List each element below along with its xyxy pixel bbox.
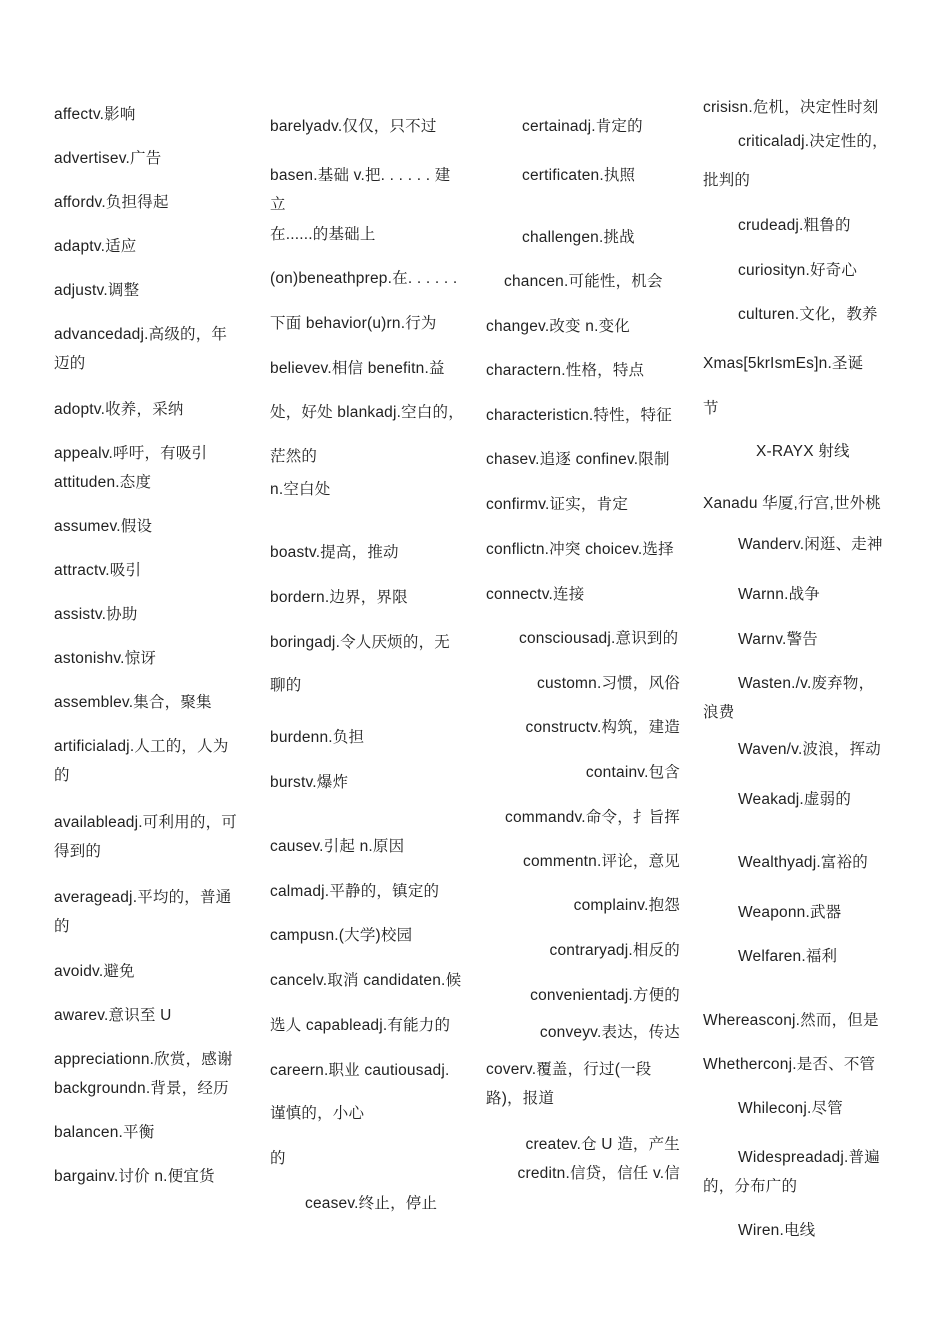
vocab-entry [54,320,246,378]
vocab-entry [486,161,680,190]
vocab-entry-line: 的 [54,767,70,784]
vocab-entry-line: awarev.意识至 U [54,1007,172,1024]
vocab-entry-line: cancelv.取消 candidaten.候 [270,972,462,989]
vocab-entry [270,723,464,752]
vocab-entry-line: customn.习惯，风俗 [537,675,680,692]
vocab-entry-line: 选人 capableadj.有能力的 [270,1017,451,1034]
vocab-entry [270,161,464,219]
vocab-entry [270,264,464,293]
vocab-entry [486,713,680,742]
vocab-entry-line: createv.仓 U 造，产生 [525,1136,680,1153]
vocab-entry [486,112,680,141]
vocab-entry [54,512,246,541]
vocab-entry [270,583,464,612]
vocab-entry [703,394,893,423]
vocab-entry [486,936,680,965]
vocab-entry [703,93,893,122]
vocab-entry [703,625,893,654]
vocab-entry-line: backgroundn.背景，经历 [54,1080,229,1097]
vocab-entry [270,921,464,950]
vocab-entry-line: 处，好处 blankadj.空白的， [270,404,464,421]
vocab-entry-line: n.空白处 [270,481,331,498]
vocab-entry-line: curiosityn.好奇心 [738,262,858,279]
vocab-entry [703,1216,893,1245]
vocab-entry [270,1011,464,1040]
vocab-entry-line: commentn.评论，意见 [523,853,680,870]
vocab-entry-line: constructv.构筑，建造 [525,719,680,736]
vocab-entry [54,1045,246,1103]
vocab-entry-line: convenientadj.方便的 [530,987,680,1004]
vocab-entry-line: (on)beneathprep.在. . . . . . [270,270,458,287]
vocab-entry [486,669,680,698]
vocab-entry [703,580,893,609]
vocab-entry [703,211,893,240]
vocab-entry-line: careern.职业 cautiousadj. [270,1062,450,1079]
vocab-entry [54,556,246,585]
vocab-entry-line: 立 [270,196,286,213]
vocab-entry-line: Welfaren.福利 [738,948,838,965]
vocab-entry-line: Weaponn.武器 [738,904,842,921]
vocab-entry-line: conflictn.冲突 choicev.选择 [486,541,674,558]
vocab-entry-line: Whileconj.尽管 [738,1100,843,1117]
vocab-entry [486,580,680,609]
vocab-entry [270,671,464,700]
vocab-entry [486,847,680,876]
vocab-entry-line: affordv.负担得起 [54,194,169,211]
vocab-entry-line: 在......的基础上 [270,226,376,243]
vocab-entry [486,758,680,787]
vocab-entry [486,445,680,474]
vocab-entry-line: bordern.边界，界限 [270,589,408,606]
vocab-entry-line: 的，分布广的 [703,1178,798,1195]
vocab-entry [54,1162,246,1191]
vocab-entry [703,1143,893,1201]
vocab-entry-line: Xanadu 华厦,行宫,世外桃 [703,495,882,512]
vocab-entry [703,1094,893,1123]
vocab-entry-line: averageadj.平均的，普通 [54,889,232,906]
vocab-entry [270,966,464,995]
vocab-entry-line: assumev.假设 [54,518,153,535]
vocab-entry [486,624,680,653]
vocab-entry-line: basen.基础 v.把. . . . . . 建 [270,167,451,184]
vocab-entry-line: consciousadj.意识到的 [519,630,679,647]
vocab-entry-line: conveyv.表达，传达 [539,1024,680,1041]
vocab-entry [270,1056,464,1085]
vocab-entry-line: 得到的 [54,843,102,860]
vocab-entry-line: challengen.挑战 [522,229,635,246]
vocab-entry [270,832,464,861]
vocab-entry-line: Warnv.警告 [738,631,818,648]
vocab-entry [703,166,893,195]
vocab-entry-line: affectv.影响 [54,106,136,123]
vocab-entry-line: appreciationn.欣赏，感谢 [54,1051,233,1068]
vocab-entry [703,300,893,329]
vocab-entry [54,1001,246,1030]
vocab-entry-line: Waven/v.波浪，挥动 [738,741,881,758]
vocab-entry [270,309,464,338]
vocab-entry-line: crisisn.危机，决定性时刻 [703,99,879,116]
vocab-entry [270,1189,464,1218]
vocab-entry-line: burstv.爆炸 [270,774,349,791]
vocab-entry-line: connectv.连接 [486,586,585,603]
vocab-entry [270,768,464,797]
vocab-entry-line: attractv.吸引 [54,562,142,579]
vocab-entry-line: adaptv.适应 [54,238,137,255]
vocab-entry-line: contraryadj.相反的 [549,942,680,959]
vocab-entry-line: 谨慎的，小心 [270,1105,365,1122]
vocab-entry [486,490,680,519]
vocab-entry [54,688,246,717]
vocab-entry [270,220,464,249]
vocab-entry-line: attituden.态度 [54,474,152,491]
vocab-entry [486,401,680,430]
vocab-entry [486,223,680,252]
vocab-entry [703,848,893,877]
vocab-entry [270,112,464,141]
vocab-entry-line: campusn.(大学)校园 [270,927,413,944]
vocab-entry [270,475,464,504]
vocab-entry-line: barelyadv.仅仅，只不过 [270,118,437,135]
vocab-entry-line: artificialadj.人工的，人为 [54,738,229,755]
vocab-entry-line: causev.引起 n.原因 [270,838,405,855]
vocab-entry-line: bargainv.讨价 n.便宜货 [54,1168,215,1185]
vocab-entry-line: commandv.命令，扌旨挥 [505,809,680,826]
vocab-entry [703,1006,893,1035]
vocab-entry [703,437,893,466]
vocab-entry-line: advancedadj.高级的，年 [54,326,228,343]
vocab-entry-line: confirmv.证实，肯定 [486,496,629,513]
vocab-entry [703,530,893,559]
vocab-entry-line: 茫然的 [270,448,318,465]
vocab-entry [703,1050,893,1079]
vocab-entry-line: Whetherconj.是否、不管 [703,1056,876,1073]
vocab-entry [54,883,246,941]
vocab-entry-line: 浪费 [703,704,735,721]
vocab-entry-line: certainadj.肯定的 [522,118,643,135]
vocab-entry [703,489,893,518]
vocab-entry-line: availableadj.可利用的，可 [54,814,237,831]
vocab-entry-line: ceasev.终止，停止 [305,1195,438,1212]
vocab-entry [270,877,464,906]
vocab-entry-line: Wanderv.闲逛、走神 [738,536,883,553]
vocab-entry-line: criticaladj.决定性的， [738,133,888,150]
vocab-entry-line: avoidv.避免 [54,963,135,980]
vocab-entry-line: Wasten./v.废弃物， [738,675,875,692]
vocab-entry-line: Weakadj.虚弱的 [738,791,852,808]
vocab-entry-line: Widespreadadj.普遍 [738,1149,880,1166]
vocab-entry [486,803,680,832]
vocab-entry-line: certificaten.执照 [522,167,636,184]
vocab-entry-line: Wiren.电线 [738,1222,816,1239]
vocab-entry [54,188,246,217]
vocab-entry-line: X-RAYX 射线 [756,443,850,460]
vocab-entry-line: boringadj.令人厌烦的，无 [270,634,450,651]
vocab-entry [703,669,893,727]
vocab-entry [270,442,464,471]
vocab-entry-line: creditn.信贷，信任 v.信 [517,1165,680,1182]
vocab-entry-line: coverv.覆盖，行过(一段 [486,1061,652,1078]
vocab-entry-line: Whereasconj.然而，但是 [703,1012,879,1029]
vocab-entry [703,256,893,285]
vocab-entry [486,1018,680,1047]
vocab-entry-line: complainv.抱怨 [573,897,680,914]
vocab-entry-line: 迈的 [54,355,86,372]
vocab-entry [270,354,464,383]
vocab-entry [54,808,246,866]
vocab-entry [54,732,246,790]
vocab-entry [54,439,246,497]
vocab-entry-line: 节 [703,400,719,417]
vocab-entry-line: crudeadj.粗鲁的 [738,217,851,234]
vocab-entry-line: containv.包含 [585,764,680,781]
vocab-entry [54,1118,246,1147]
vocab-entry-line: Xmas[5krIsmEs]n.圣诞 [703,355,864,372]
vocab-entry [270,398,464,427]
vocab-entry-line: chancen.可能性，机会 [504,273,663,290]
vocab-entry-line: balancen.平衡 [54,1124,155,1141]
vocab-entry-line: adoptv.收养，采纳 [54,401,184,418]
vocab-entry-line: astonishv.惊讶 [54,650,157,667]
vocab-entry-line: 的 [54,918,70,935]
vocab-entry-line: advertisev.广告 [54,150,162,167]
vocab-entry [270,1099,464,1128]
vocab-entry [486,981,680,1010]
vocab-entry [703,735,893,764]
vocab-entry [486,312,680,341]
vocab-entry [703,349,893,378]
vocab-entry [486,535,680,564]
vocab-entry-line: chasev.追逐 confinev.限制 [486,451,670,468]
vocab-entry-line: boastv.提高，推动 [270,544,399,561]
vocab-entry-line: 下面 behavior(u)rn.行为 [270,315,437,332]
vocab-entry-line: calmadj.平静的，镇定的 [270,883,440,900]
vocab-entry [54,395,246,424]
vocab-entry-line: 聊的 [270,677,302,694]
vocab-entry-line: culturen.文化，教养 [738,306,878,323]
vocab-entry [703,127,893,156]
vocab-entry [54,100,246,129]
vocab-entry [486,1130,680,1188]
vocab-entry-line: changev.改变 n.变化 [486,318,630,335]
vocab-entry-line: assistv.协助 [54,606,138,623]
vocab-entry [54,600,246,629]
vocab-entry-line: 的 [270,1150,286,1167]
vocab-entry [54,957,246,986]
vocab-entry [54,276,246,305]
vocab-entry-line: 路)，报道 [486,1090,555,1107]
vocab-entry-line: charactern.性格，特点 [486,362,645,379]
vocab-entry-line: Warnn.战争 [738,586,820,603]
vocab-entry-line: Wealthyadj.富裕的 [738,854,869,871]
vocab-entry-line: characteristicn.特性，特征 [486,407,672,424]
vocab-entry-line: burdenn.负担 [270,729,365,746]
vocab-entry [486,891,680,920]
vocab-entry [270,538,464,567]
vocab-entry-line: 批判的 [703,172,751,189]
vocab-entry [486,1055,680,1113]
vocab-entry [270,628,464,657]
vocab-entry [54,232,246,261]
vocab-entry [703,898,893,927]
vocab-entry-line: adjustv.调整 [54,282,140,299]
vocab-entry [54,644,246,673]
vocab-entry [486,356,680,385]
vocab-entry-line: appealv.呼吁，有吸引 [54,445,208,462]
vocab-entry [54,144,246,173]
vocab-entry-line: assemblev.集合，聚集 [54,694,212,711]
vocab-entry [703,942,893,971]
vocab-entry [270,1144,464,1173]
vocab-entry-line: believev.相信 benefitn.益 [270,360,445,377]
vocab-entry [486,267,680,296]
vocab-entry [703,785,893,814]
